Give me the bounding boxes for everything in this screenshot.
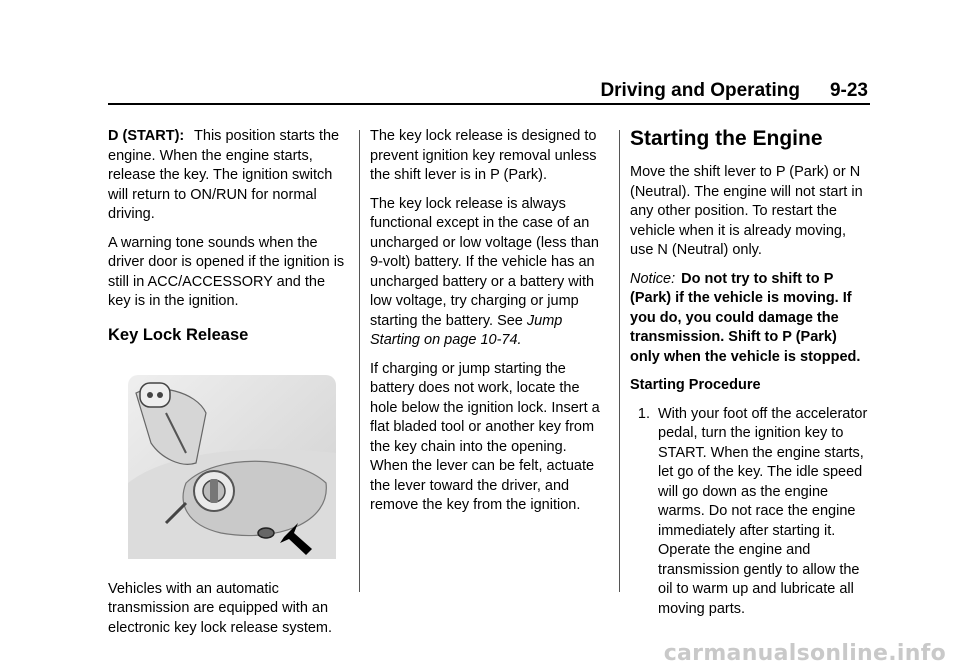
battery-text: The key lock release is always functional except in the case of an uncharged or low voltage (less than 9-volt) battery. If the vehicle has an uncharged battery or a battery with low voltage, try charging or jump starting the battery. See <box>370 195 599 329</box>
battery-paragraph <box>370 195 608 351</box>
d-start-paragraph <box>108 127 350 225</box>
watermark-logo: carmanualsonline.info <box>663 641 946 666</box>
column-right <box>630 127 870 619</box>
intro-paragraph: Move the shift lever to P (Park) or N (Neutral). The engine will not start in any other position. To restart the vehicle when it is already moving, use N (Neutral) only. <box>630 164 863 258</box>
notice-label: Notice: <box>630 270 676 287</box>
procedure-title: Starting Procedure <box>630 377 761 393</box>
procedure-steps <box>630 405 870 620</box>
page-number: 9-23 <box>829 80 868 101</box>
d-start-term: D (START): <box>108 128 185 144</box>
release-procedure-paragraph: If charging or jump starting the battery does not work, locate the hole below the ignition lock. Insert a flat bladed tool or another key from the key chain into the opening. When the lever can be felt, actuate the lever toward the driver, and remove the key from the ignition. <box>370 360 600 513</box>
column-divider <box>619 130 620 592</box>
d-start-text: This position starts the engine. When the engine starts, release the key. The ignition switch will return to ON/RUN for normal driving. <box>108 128 340 222</box>
notice-paragraph <box>630 270 870 368</box>
key-lock-release-heading: Key Lock Release <box>108 325 249 344</box>
procedure-step: 1. With your foot off the accelerator pedal, turn the ignition key to START. When the engine starts, let go of the key. The idle speed will go down as the engine warms. Do not race the engine immediately after starting it. Operate the engine and transmission gently to allow the oil to warm up and lubricate all moving parts. <box>654 405 870 620</box>
design-paragraph: The key lock release is designed to prevent ignition key removal unless the shift lever is in P (Park). <box>370 128 597 183</box>
page-header <box>600 80 868 102</box>
notice-text: Do not try to shift to P (Park) if the vehicle is moving. If you do, you could damage the transmission. Shift to P (Park) only when the vehicle is stopped. <box>630 270 861 365</box>
starting-engine-heading: Starting the Engine <box>630 127 823 150</box>
warning-paragraph: A warning tone sounds when the driver door is opened if the ignition is still in ACC/ACCESSORY and the key is in the ignition. <box>108 234 345 309</box>
column-divider <box>359 130 360 592</box>
after-figure-paragraph: Vehicles with an automatic transmission are equipped with an electronic key lock release system. <box>108 580 333 636</box>
header-rule <box>108 103 870 105</box>
ignition-lock-illustration <box>126 373 338 561</box>
column-left <box>108 127 350 647</box>
jump-starting-reference-link[interactable]: Jump Starting on page 10-74. <box>370 312 563 348</box>
column-middle <box>370 127 608 525</box>
chapter-title: Driving and Operating <box>600 80 800 101</box>
